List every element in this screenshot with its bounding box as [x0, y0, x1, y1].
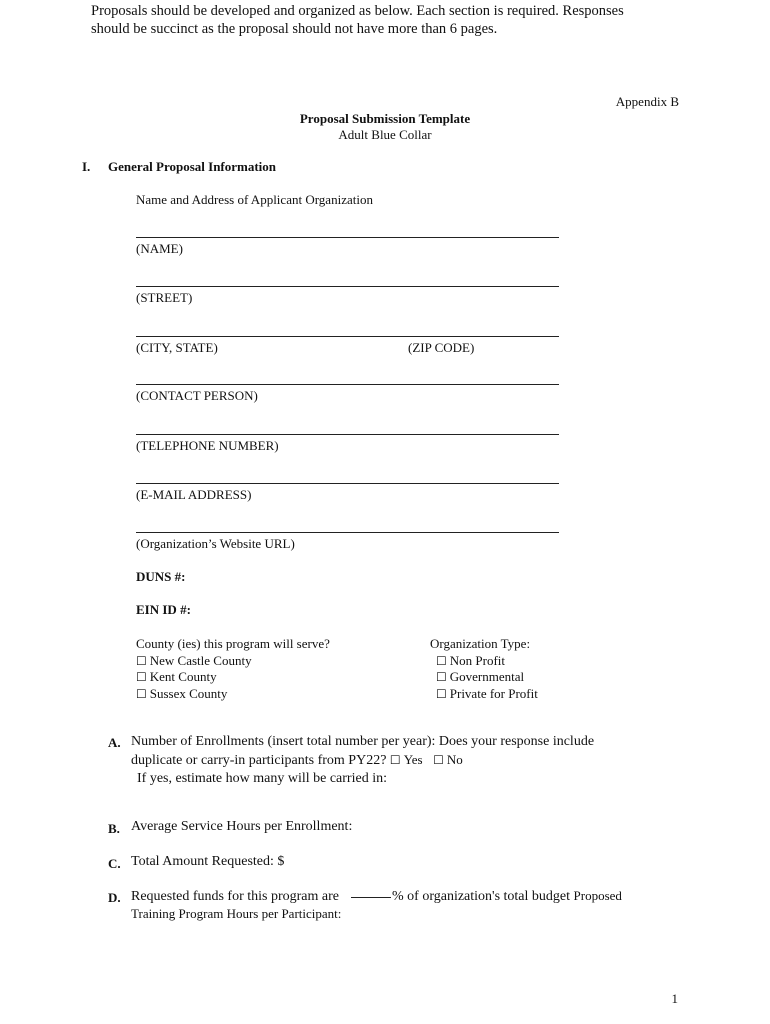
section-title: General Proposal Information [108, 159, 277, 174]
county-option-kent[interactable]: ☐ Kent County [136, 669, 217, 684]
intro-line-1: Proposals should be developed and organized as below. Each section is required. Responses [91, 3, 624, 19]
intro-text [91, 2, 624, 38]
contact-label: (CONTACT PERSON) [136, 388, 258, 403]
street-line[interactable] [136, 286, 559, 287]
email-label: (E-MAIL ADDRESS) [136, 487, 252, 502]
item-c-label: C. [108, 856, 121, 871]
city-state-line[interactable] [136, 336, 559, 337]
item-d-label: D. [108, 890, 121, 905]
yes-label: Yes [403, 752, 423, 767]
item-d-line-1: Requested funds for this program are % of organization's total budget Proposed [131, 888, 622, 904]
page-number: 1 [671, 991, 678, 1006]
document-subtitle: Adult Blue Collar [338, 127, 432, 142]
zip-label: (ZIP CODE) [408, 340, 475, 355]
percent-blank[interactable] [351, 897, 391, 898]
website-line[interactable] [136, 532, 559, 533]
org-type-label: Organization Type: [430, 636, 531, 651]
org-type-option-governmental[interactable]: ☐ Governmental [436, 669, 525, 684]
yes-checkbox-icon[interactable]: ☐ [389, 753, 401, 767]
item-a-text [131, 733, 594, 788]
org-type-group [430, 636, 538, 702]
telephone-label: (TELEPHONE NUMBER) [136, 438, 279, 453]
telephone-line[interactable] [136, 434, 559, 435]
checkbox-icon[interactable]: ☐ [436, 686, 447, 701]
no-checkbox-icon[interactable]: ☐ [433, 753, 444, 767]
checkbox-icon[interactable]: ☐ [436, 670, 447, 684]
email-line[interactable] [136, 483, 559, 484]
county-option-new-castle[interactable]: ☐ New Castle County [136, 652, 252, 668]
county-option-sussex[interactable]: ☐ Sussex County [136, 685, 228, 701]
document-title: Proposal Submission Template [299, 111, 471, 126]
org-type-option-non-profit[interactable]: ☐ Non Profit [436, 652, 506, 668]
item-a-label: A. [108, 735, 121, 750]
item-d-line-2: Training Program Hours per Participant: [131, 906, 342, 921]
checkbox-icon[interactable]: ☐ [136, 670, 147, 684]
section-number: I. [82, 159, 91, 174]
applicant-org-label: Name and Address of Applicant Organization [136, 192, 373, 207]
county-group [136, 636, 330, 702]
item-a-line-3: If yes, estimate how many will be carried in: [137, 771, 387, 786]
appendix-label: Appendix B [615, 94, 679, 109]
item-a-line-2: duplicate or carry-in participants from PY22? ☐ Yes ☐ No [131, 752, 463, 768]
intro-line-2: should be succinct as the proposal should not have more than 6 pages. [91, 21, 498, 37]
item-b-label: B. [108, 821, 120, 836]
contact-line[interactable] [136, 384, 559, 385]
website-label: (Organization’s Website URL) [136, 536, 295, 551]
org-type-option-private[interactable]: ☐ Private for Profit [436, 685, 538, 701]
item-c-text: Total Amount Requested: $ [131, 854, 285, 869]
checkbox-icon[interactable]: ☐ [136, 653, 147, 668]
item-b-text: Average Service Hours per Enrollment: [131, 819, 353, 834]
street-label: (STREET) [136, 290, 193, 305]
name-line[interactable] [136, 237, 559, 238]
city-state-label: (CITY, STATE) [136, 340, 218, 355]
county-label: County (ies) this program will serve? [136, 636, 330, 651]
item-a-line-1: Number of Enrollments (insert total number per year): Does your response include [131, 734, 595, 749]
ein-label: EIN ID #: [136, 602, 191, 617]
checkbox-icon[interactable]: ☐ [136, 686, 147, 701]
no-label: No [446, 752, 463, 767]
checkbox-icon[interactable]: ☐ [436, 653, 447, 668]
name-label: (NAME) [136, 241, 183, 256]
duns-label: DUNS #: [136, 569, 186, 584]
